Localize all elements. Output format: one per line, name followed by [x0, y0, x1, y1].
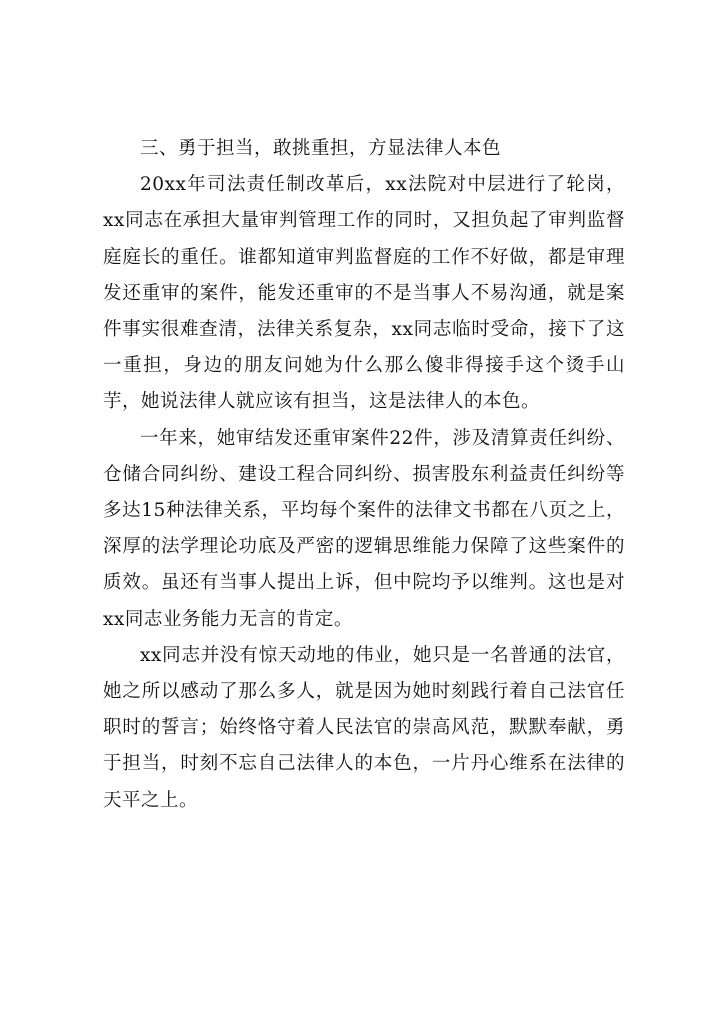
paragraph-2: 一年来，她审结发还重审案件22件，涉及清算责任纠纷、仓储合同纠纷、建设工程合同纠纷、损害股东利益责任纠纷等多达15种法律关系，平均每个案件的法律文书都在八页之上，深厚的法学理论功底及严密的逻辑思维能力保障了这些案件的质效。虽还有当事人提出上诉，但中院均予以维判。这也是对xx同志业务能力无言的肯定。: [103, 427, 625, 630]
section-heading: 三、勇于担当，敢挑重担，方显法律人本色: [140, 138, 502, 159]
document-body: [103, 131, 625, 819]
paragraph-3: xx同志并没有惊天动地的伟业，她只是一名普通的法官，她之所以感动了那么多人，就是因为她时刻践行着自己法官任职时的誓言；始终恪守着人民法官的崇高风范，默默奉献，勇于担当，时刻不忘自己法律人的本色，一片丹心维系在法律的天平之上。: [103, 644, 625, 811]
paragraph-1: 20xx年司法责任制改革后，xx法院对中层进行了轮岗，xx同志在承担大量审判管理工作的同时，又担负起了审判监督庭庭长的重任。谁都知道审判监督庭的工作不好做，都是审理发还重审的案件，能发还重审的不是当事人不易沟通，就是案件事实很难查清，法律关系复杂，xx同志临时受命，接下了这一重担，身边的朋友问她为什么那么傻非得接手这个烫手山芋，她说法律人就应该有担当，这是法律人的本色。: [103, 174, 625, 413]
